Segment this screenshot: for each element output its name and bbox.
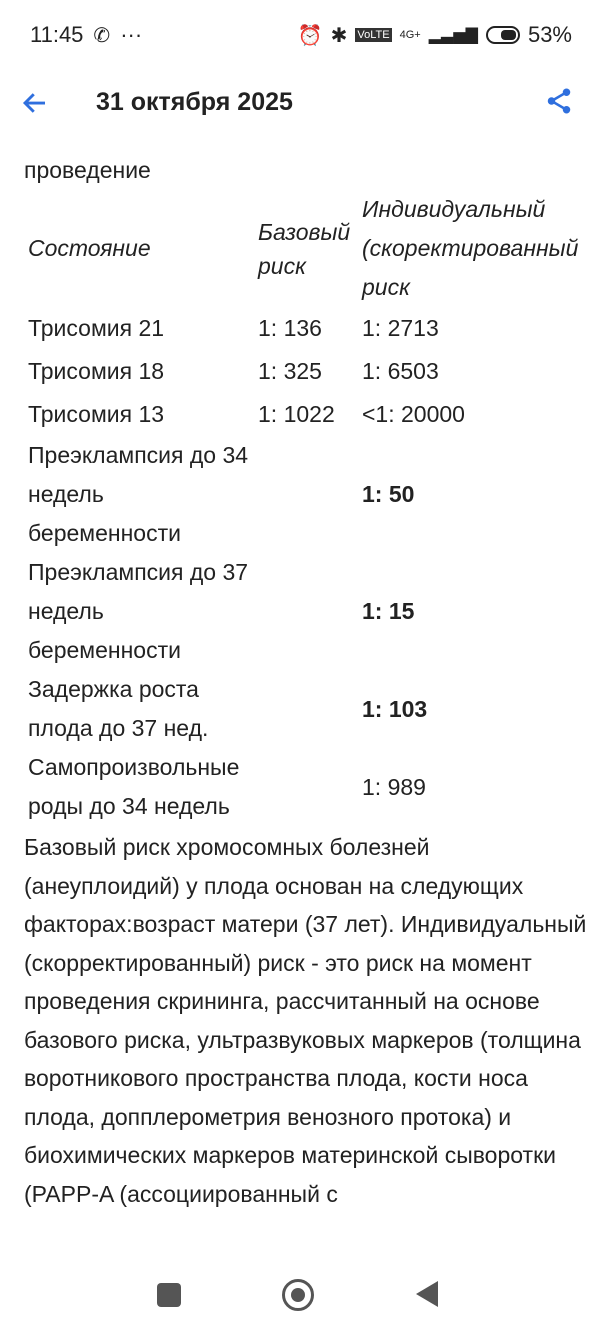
home-button[interactable] (282, 1279, 314, 1311)
cell-base: 1: 1022 (258, 401, 335, 427)
cell-individual: 1: 2713 (362, 315, 439, 341)
cell-condition: Задержка роста плода до 37 нед. (28, 676, 209, 741)
status-bar (0, 18, 600, 54)
cell-condition: Самопроизвольные роды до 34 недель (28, 754, 240, 819)
cell-base: 1: 136 (258, 315, 322, 341)
bluetooth-icon: ✱ (330, 24, 348, 47)
cell-individual: 1: 6503 (362, 358, 439, 384)
whatsapp-icon: ✆ (93, 24, 111, 47)
cell-base: 1: 325 (258, 358, 322, 384)
volte-icon: VoLTE (357, 29, 390, 41)
table-header (26, 190, 590, 307)
battery-percent: 53% (527, 22, 572, 47)
table-row (26, 307, 590, 350)
signal-icon: ▂▃▅▇ (428, 27, 478, 44)
back-button[interactable] (20, 88, 52, 120)
battery-icon (486, 26, 520, 44)
cell-condition: Преэклампсия до 34 недель беременности (28, 442, 249, 546)
table-row (26, 393, 590, 436)
table-row (26, 350, 590, 393)
share-icon (544, 86, 574, 116)
arrow-left-icon (20, 88, 50, 118)
share-button[interactable] (544, 86, 576, 118)
header-individual-risk: Индивидуальный (скоректированный риск (362, 196, 579, 300)
back-nav-button[interactable] (416, 1281, 438, 1307)
cell-base (256, 553, 360, 670)
header-base-risk: Базовый риск (258, 218, 351, 279)
system-nav-bar (0, 1275, 600, 1315)
cell-condition: Трисомия 18 (28, 358, 165, 384)
cell-individual: 1: 15 (362, 598, 415, 624)
cell-condition: Преэклампсия до 37 недель беременности (28, 559, 249, 663)
cell-individual: <1: 20000 (362, 401, 465, 427)
risk-table (26, 190, 590, 826)
explanation-paragraph: Базовый риск хромосомных болезней (анеуплоидий) у плода основан на следующих факторах:возраст матери (37 лет). Индивидуальный (скорректированный) риск - это риск на момент проведения скрининга, рассчитанный на основе базового риска, ультразвуковых маркеров (толщина воротникового пространства плода, кости носа плода, допплерометрия венозного протока) и биохимических маркеров материнской сыворотки (PAPP-A (ассоциированный с (24, 834, 587, 1207)
cell-condition: Трисомия 21 (28, 315, 165, 341)
alarm-icon: ⏰ (297, 24, 323, 47)
cell-base (256, 436, 360, 553)
document-content (24, 150, 590, 1213)
cell-condition: Трисомия 13 (28, 401, 165, 427)
cell-base (256, 670, 360, 748)
more-notifications-icon: ··· (120, 22, 143, 47)
table-row (26, 436, 590, 553)
network-type: 4G+ (399, 29, 421, 41)
page-title: 31 октября 2025 (96, 88, 293, 116)
cell-base (256, 748, 360, 826)
table-row (26, 553, 590, 670)
status-time: 11:45 (30, 22, 84, 47)
header-condition: Состояние (28, 235, 151, 261)
intro-text: проведение (24, 157, 151, 183)
app-bar (0, 80, 600, 128)
table-row (26, 670, 590, 748)
table-row (26, 748, 590, 826)
recents-button[interactable] (157, 1283, 181, 1307)
cell-individual: 1: 103 (362, 695, 428, 722)
cell-individual: 1: 50 (362, 481, 415, 507)
cell-individual: 1: 989 (362, 773, 426, 800)
